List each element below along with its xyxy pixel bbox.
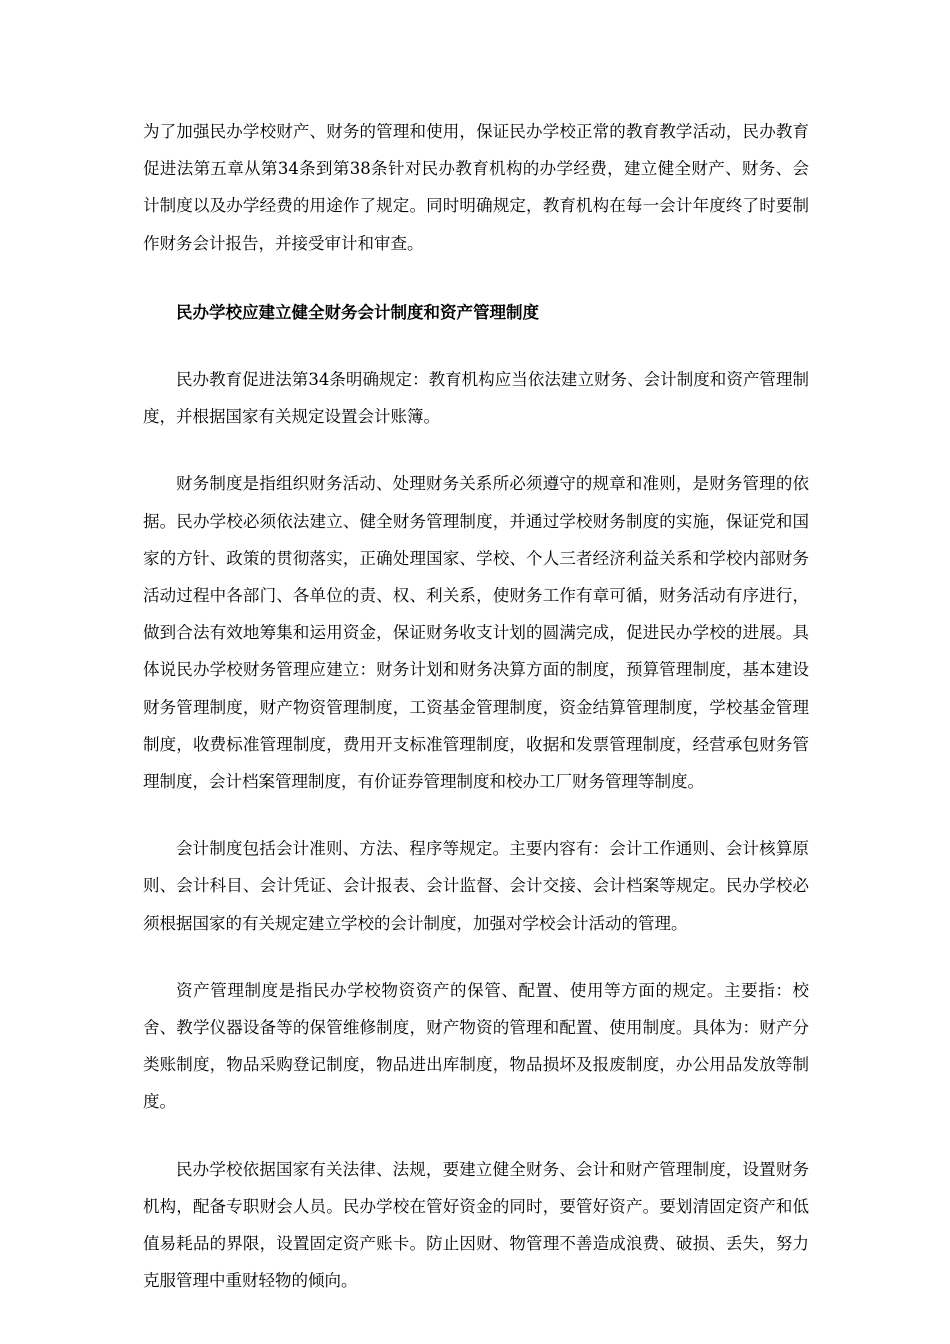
paragraph-accounting-system: 会计制度包括会计准则、方法、程序等规定。主要内容有：会计工作通则、会计核算原则、会计科目、会计凭证、会计报表、会计监督、会计交接、会计档案等规定。民办学校必须根据国家的有关规定建立学校的会计制度，加强对学校会计活动的管理。 bbox=[143, 839, 809, 933]
paragraph-intro: 为了加强民办学校财产、财务的管理和使用，保证民办学校正常的教育教学活动，民办教育促进法第五章从第34条到第38条针对民办教育机构的办学经费，建立健全财产、财务、会计制度以及办学经费的用途作了规定。同时明确规定，教育机构在每一会计年度终了时要制作财务会计报告，并接受审计和审查。 bbox=[143, 122, 809, 253]
paragraph-asset-management: 资产管理制度是指民办学校物资资产的保管、配置、使用等方面的规定。主要指：校舍、教学仪器设备等的保管维修制度，财产物资的管理和配置、使用制度。具体为：财产分类账制度，物品采购登记制度，物品进出库制度，物品损坏及报废制度，办公用品发放等制度。 bbox=[143, 980, 809, 1112]
paragraph-conclusion: 民办学校依据国家有关法律、法规，要建立健全财务、会计和财产管理制度，设置财务机构，配备专职财会人员。民办学校在管好资金的同时，要管好资产。要划清固定资产和低值易耗品的界限，设置固定资产账卡。防止因财、物管理不善造成浪费、破损、丢失，努力克服管理中重财轻物的倾向。 bbox=[143, 1159, 809, 1291]
paragraph-financial-system: 财务制度是指组织财务活动、处理财务关系所必须遵守的规章和准则，是财务管理的依据。民办学校必须依法建立、健全财务管理制度，并通过学校财务制度的实施，保证党和国家的方针、政策的贯彻落实，正确处理国家、学校、个人三者经济利益关系和学校内部财务活动过程中各部门、各单位的责、权、利关系，使财务工作有章可循，财务活动有序进行，做到合法有效地筹集和运用资金，保证财务收支计划的圆满完成，促进民办学校的进展。具体说民办学校财务管理应建立：财务计划和财务决算方面的制度，预算管理制度，基本建设财务管理制度，财产物资管理制度，工资基金管理制度，资金结算管理制度，学校基金管理制度，收费标准管理制度，费用开支标准管理制度，收据和发票管理制度，经营承包财务管理制度，会计档案管理制度，有价证券管理制度和校办工厂财务管理等制度。 bbox=[143, 474, 809, 792]
paragraph-article-34: 民办教育促进法第34条明确规定：教育机构应当依法建立财务、会计制度和资产管理制度，并根据国家有关规定设置会计账簿。 bbox=[143, 370, 809, 427]
section-heading: 民办学校应建立健全财务会计制度和资产管理制度 bbox=[176, 302, 539, 322]
document-page bbox=[143, 113, 809, 1299]
